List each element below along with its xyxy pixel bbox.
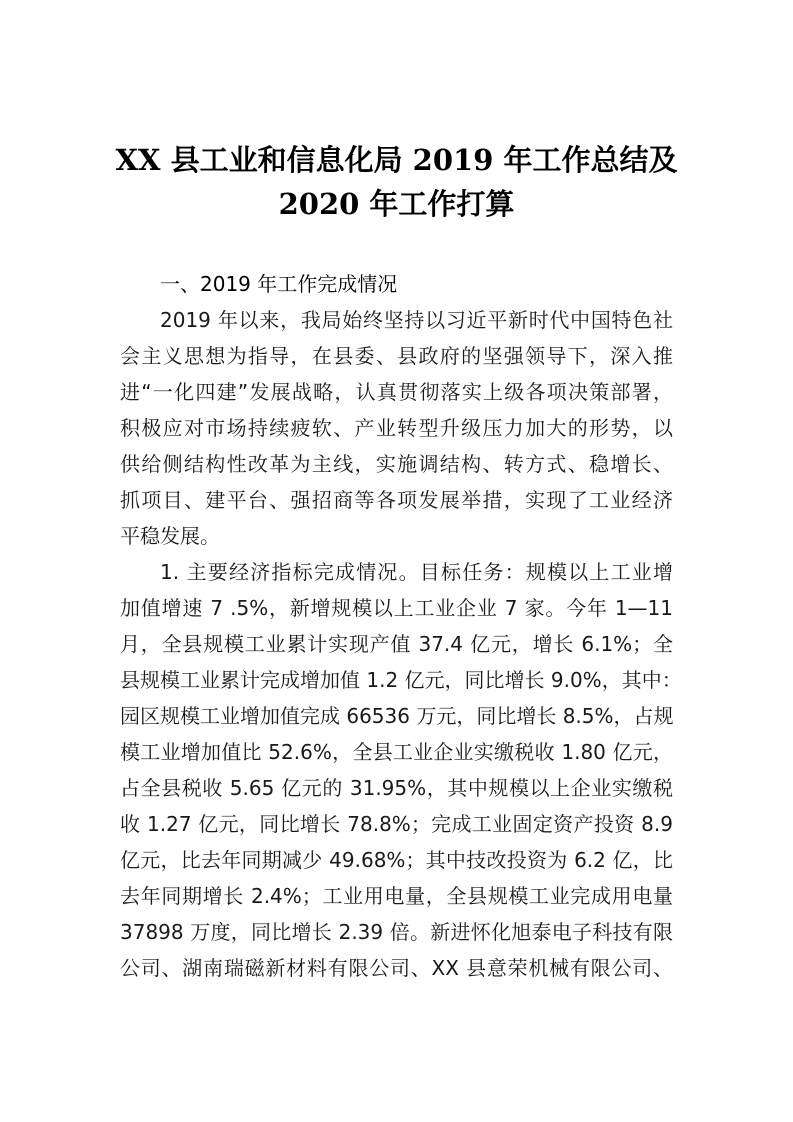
paragraph-line: 平稳发展。 (120, 524, 220, 548)
paragraph-economic-indicators (120, 554, 682, 986)
paragraph-line: 加值增速 7 .5%，新增规模以上工业企业 7 家。今年 1—11 (120, 596, 673, 620)
paragraph-line: 进“一化四建”发展战略，认真贯彻落实上级各项决策部署， (120, 380, 673, 404)
document-body (120, 266, 682, 986)
paragraph-line: 公司、湖南瑞磁新材料有限公司、XX 县意荣机械有限公司、 (120, 956, 673, 980)
title-line-2: 2020 年工作打算 (278, 187, 515, 221)
paragraph-line: 月，全县规模工业累计实现产值 37.4 亿元，增长 6.1%；全 (120, 632, 673, 656)
paragraph-line: 1. 主要经济指标完成情况。目标任务：规模以上工业增 (160, 560, 673, 584)
paragraph-overview (120, 302, 673, 554)
paragraph-line: 抓项目、建平台、强招商等各项发展举措，实现了工业经济 (120, 488, 673, 512)
paragraph-line: 2019 年以来，我局始终坚持以习近平新时代中国特色社 (160, 308, 673, 332)
title-line-1: XX 县工业和信息化局 2019 年工作总结及 (115, 143, 678, 177)
section-heading: 一、2019 年工作完成情况 (160, 272, 398, 296)
paragraph-line: 供给侧结构性改革为主线，实施调结构、转方式、稳增长、 (120, 452, 673, 476)
paragraph-line: 县规模工业累计完成增加值 1.2 亿元，同比增长 9.0%，其中： (120, 668, 682, 692)
paragraph-line: 模工业增加值比 52.6%，全县工业企业实缴税收 1.80 亿元， (120, 740, 673, 764)
document-title (100, 138, 693, 226)
paragraph-line: 37898 万度，同比增长 2.39 倍。新进怀化旭泰电子科技有限 (120, 920, 673, 944)
paragraph-line: 会主义思想为指导，在县委、县政府的坚强领导下，深入推 (120, 344, 673, 368)
paragraph-line: 亿元，比去年同期减少 49.68%；其中技改投资为 6.2 亿，比 (120, 848, 673, 872)
paragraph-line: 积极应对市场持续疲软、产业转型升级压力加大的形势，以 (120, 416, 673, 440)
paragraph-line: 园区规模工业增加值完成 66536 万元，同比增长 8.5%，占规 (120, 704, 674, 728)
paragraph-line: 去年同期增长 2.4%；工业用电量，全县规模工业完成用电量 (120, 884, 673, 908)
paragraph-line: 收 1.27 亿元，同比增长 78.8%；完成工业固定资产投资 8.9 (120, 812, 673, 836)
paragraph-line: 占全县税收 5.65 亿元的 31.95%，其中规模以上企业实缴税 (120, 776, 673, 800)
